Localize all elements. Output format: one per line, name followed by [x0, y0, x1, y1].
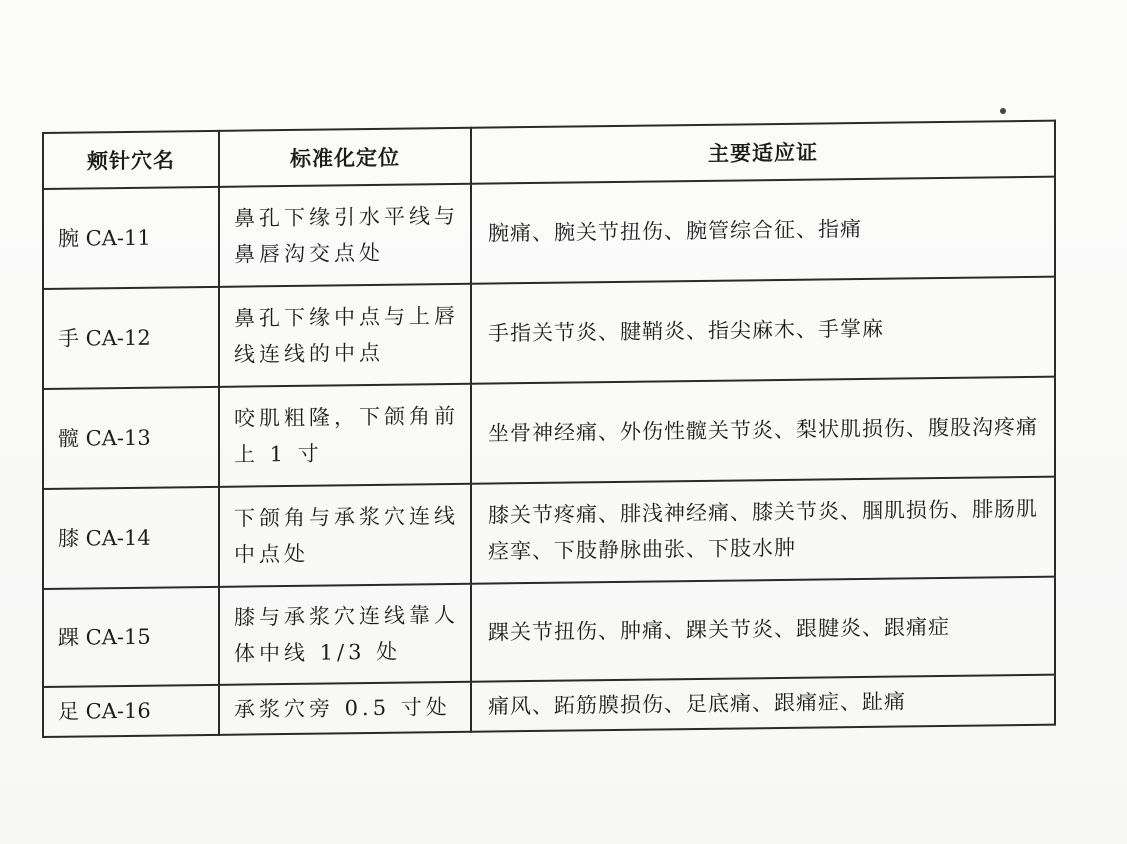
table-row — [43, 477, 1055, 589]
cell-location: 鼻孔下缘中点与上唇线连线的中点 — [219, 284, 471, 387]
cell-point-name: 手 CA-12 — [43, 287, 219, 389]
page-speck — [1000, 108, 1006, 114]
cell-location: 膝与承浆穴连线靠人体中线 1/3 处 — [219, 584, 471, 685]
cell-indications: 痛风、跖筋膜损伤、足底痛、跟痛症、趾痛 — [471, 675, 1055, 732]
table-row — [43, 377, 1055, 489]
acupoint-table — [42, 120, 1056, 738]
cell-point-name: 腕 CA-11 — [43, 187, 219, 289]
cell-location: 咬肌粗隆，下颌角前上 1 寸 — [219, 384, 471, 487]
acupoint-table-wrapper — [42, 120, 1054, 738]
cell-indications: 坐骨神经痛、外伤性髋关节炎、梨状肌损伤、腹股沟疼痛 — [471, 377, 1055, 484]
table-row — [43, 177, 1055, 289]
table-row — [43, 577, 1055, 687]
header-point-name: 颊针穴名 — [43, 131, 219, 189]
cell-location: 承浆穴旁 0.5 寸处 — [219, 682, 471, 735]
cell-indications: 踝关节扭伤、肿痛、踝关节炎、跟腱炎、跟痛症 — [471, 577, 1055, 682]
cell-indications: 腕痛、腕关节扭伤、腕管综合征、指痛 — [471, 177, 1055, 284]
cell-point-name: 足 CA-16 — [43, 685, 219, 737]
cell-indications: 膝关节疼痛、腓浅神经痛、膝关节炎、腘肌损伤、腓肠肌痉挛、下肢静脉曲张、下肢水肿 — [471, 477, 1055, 584]
header-main-indications: 主要适应证 — [471, 121, 1055, 184]
cell-indications: 手指关节炎、腱鞘炎、指尖麻木、手掌麻 — [471, 277, 1055, 384]
cell-location: 下颌角与承浆穴连线中点处 — [219, 484, 471, 587]
header-standard-location: 标准化定位 — [219, 128, 471, 187]
cell-point-name: 髋 CA-13 — [43, 387, 219, 489]
table-row — [43, 277, 1055, 389]
cell-location: 鼻孔下缘引水平线与鼻唇沟交点处 — [219, 184, 471, 287]
cell-point-name: 膝 CA-14 — [43, 487, 219, 589]
cell-point-name: 踝 CA-15 — [43, 587, 219, 687]
